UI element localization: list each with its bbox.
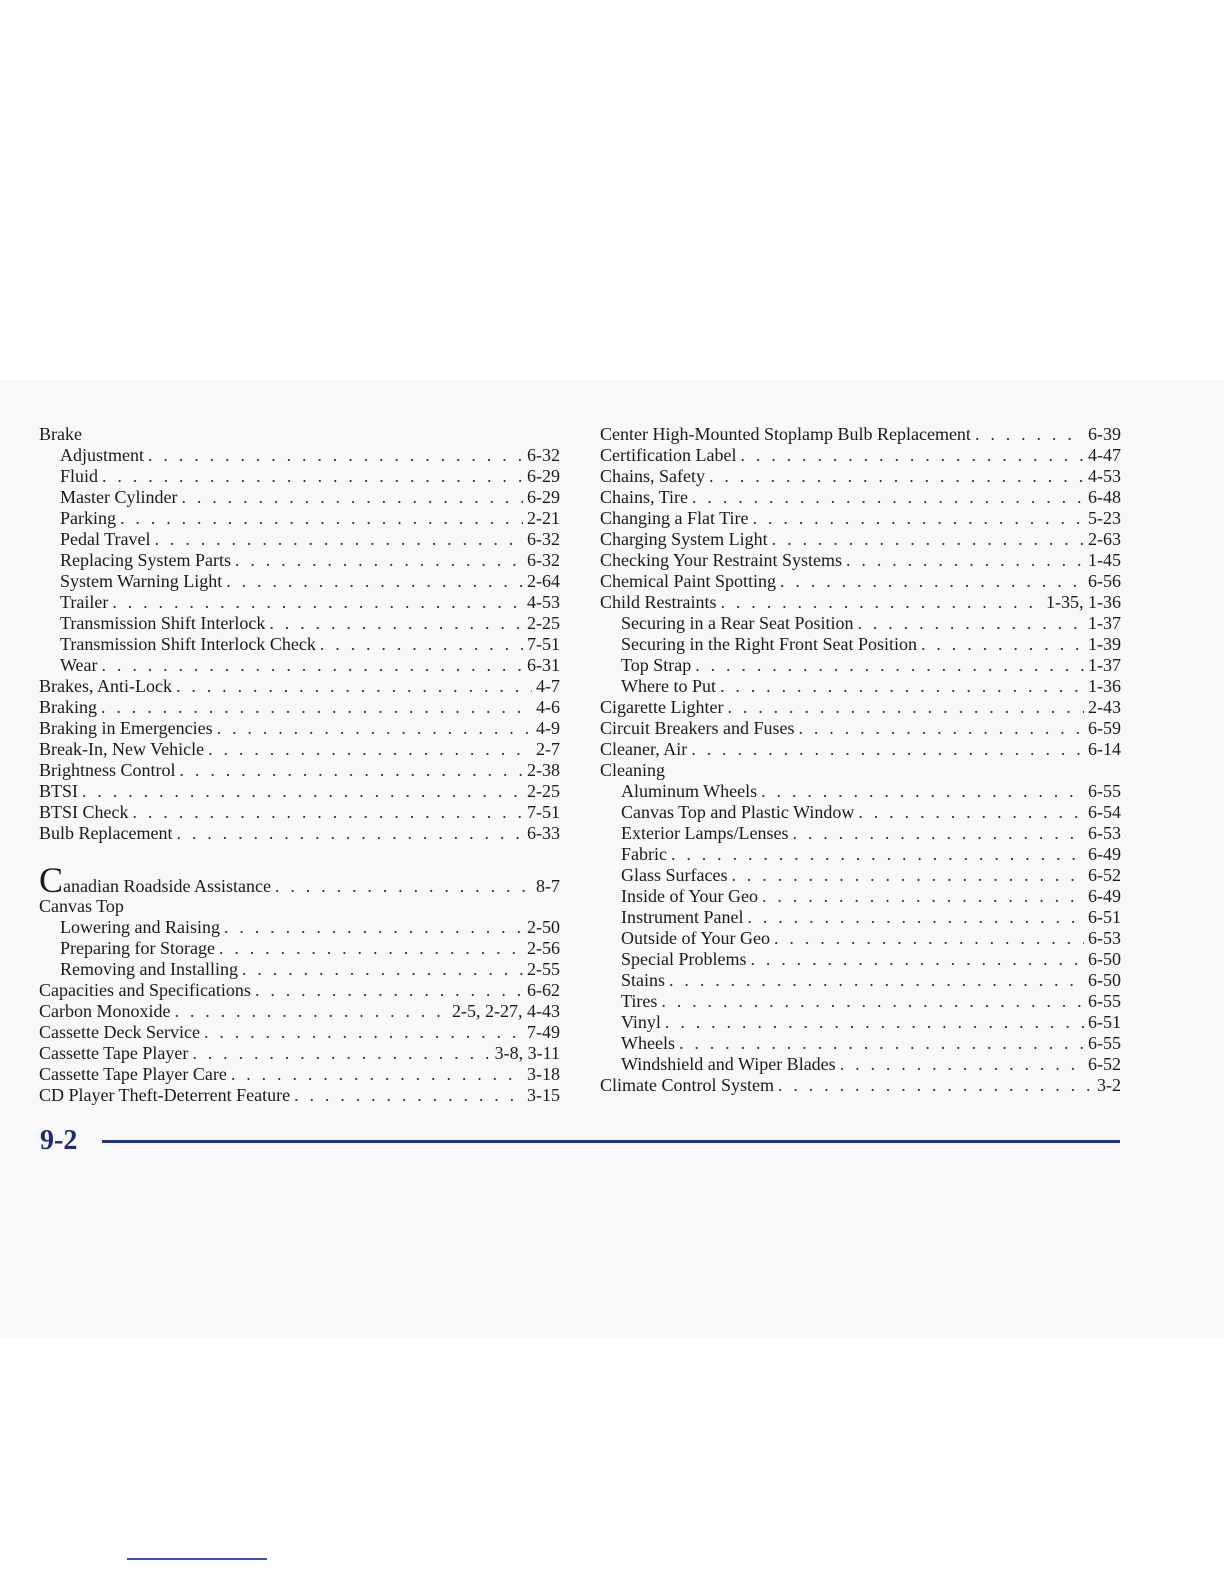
- index-entry[interactable]: [39, 718, 560, 739]
- entry-label: Trailer: [60, 592, 109, 612]
- entry-page-ref: 6-29: [527, 466, 560, 486]
- entry-page-ref: 4-7: [536, 676, 560, 696]
- entry-label: Braking in Emergencies: [39, 718, 213, 738]
- index-subentry[interactable]: [600, 802, 1121, 823]
- index-entry[interactable]: [39, 781, 560, 802]
- entry-page-ref: 1-45: [1088, 550, 1121, 570]
- entry-label: Vinyl: [621, 1012, 661, 1032]
- index-subentry[interactable]: [39, 613, 560, 634]
- entry-label: Pedal Travel: [60, 529, 151, 549]
- index-entry[interactable]: [39, 1001, 560, 1022]
- entry-label: Top Strap: [621, 655, 692, 675]
- entry-label: Center High-Mounted Stoplamp Bulb Replacement: [600, 424, 971, 444]
- entry-label: Cassette Tape Player Care: [39, 1064, 227, 1084]
- entry-page-ref: 6-48: [1088, 487, 1121, 507]
- entry-label: Master Cylinder: [60, 487, 178, 507]
- entry-page-ref: 6-51: [1088, 907, 1121, 927]
- index-subentry[interactable]: [39, 508, 560, 529]
- index-subentry[interactable]: [39, 550, 560, 571]
- index-entry[interactable]: [600, 487, 1121, 508]
- entry-page-ref: 2-7: [536, 739, 560, 759]
- dot-leader: [217, 718, 532, 739]
- entry-page-ref: 4-53: [1088, 466, 1121, 486]
- entry-label: Canvas Top: [39, 896, 124, 916]
- entry-page-ref: 6-55: [1088, 1033, 1121, 1053]
- dot-leader: [921, 634, 1084, 655]
- entry-page-ref: 6-14: [1088, 739, 1121, 759]
- index-entry[interactable]: [600, 1075, 1121, 1096]
- index-column-right: [600, 424, 1121, 1096]
- entry-label: Brakes, Anti-Lock: [39, 676, 172, 696]
- entry-label: Changing a Flat Tire: [600, 508, 749, 528]
- dot-leader: [761, 781, 1084, 802]
- dot-leader: [231, 1064, 523, 1085]
- entry-label: Brightness Control: [39, 760, 176, 780]
- dot-leader: [208, 739, 532, 760]
- entry-page-ref: 6-59: [1088, 718, 1121, 738]
- dot-leader: [669, 970, 1084, 991]
- entry-label: Wear: [60, 655, 98, 675]
- dot-leader: [226, 571, 523, 592]
- index-subentry[interactable]: [39, 592, 560, 613]
- dot-leader: [750, 949, 1084, 970]
- index-subentry[interactable]: [39, 938, 560, 959]
- entry-label: Replacing System Parts: [60, 550, 231, 570]
- entry-label: Parking: [60, 508, 116, 528]
- dot-leader: [772, 529, 1084, 550]
- index-entry[interactable]: [600, 571, 1121, 592]
- entry-page-ref: 6-49: [1088, 886, 1121, 906]
- entry-page-ref: 3-2: [1097, 1075, 1121, 1095]
- index-entry[interactable]: [39, 1043, 560, 1064]
- index-subentry[interactable]: [600, 655, 1121, 676]
- entry-page-ref: 2-25: [527, 613, 560, 633]
- entry-label: Chains, Safety: [600, 466, 705, 486]
- entry-page-ref: 6-56: [1088, 571, 1121, 591]
- index-subentry[interactable]: [39, 655, 560, 676]
- dot-leader: [133, 802, 524, 823]
- index-entry[interactable]: [39, 896, 560, 917]
- dot-leader: [792, 823, 1084, 844]
- entry-label: System Warning Light: [60, 571, 223, 591]
- entry-label: Canvas Top and Plastic Window: [621, 802, 855, 822]
- entry-page-ref: 4-6: [536, 697, 560, 717]
- entry-page-ref: 6-54: [1088, 802, 1121, 822]
- entry-page-ref: 6-39: [1088, 424, 1121, 444]
- dot-leader: [975, 424, 1084, 445]
- index-entry[interactable]: [39, 862, 560, 896]
- entry-page-ref: 6-50: [1088, 949, 1121, 969]
- entry-page-ref: 6-53: [1088, 823, 1121, 843]
- page-number: 9-2: [40, 1125, 78, 1156]
- entry-label: Glass Surfaces: [621, 865, 728, 885]
- entry-page-ref: 6-62: [527, 980, 560, 1000]
- entry-label: Exterior Lamps/Lenses: [621, 823, 789, 843]
- dot-leader: [174, 1001, 448, 1022]
- index-subentry[interactable]: [600, 928, 1121, 949]
- index-column-left: [39, 424, 560, 1106]
- entry-page-ref: 1-37: [1088, 655, 1121, 675]
- dot-leader: [269, 613, 523, 634]
- dot-leader: [120, 508, 523, 529]
- entry-label: Aluminum Wheels: [621, 781, 758, 801]
- entry-page-ref: 2-50: [527, 917, 560, 937]
- entry-label: Securing in the Right Front Seat Position: [621, 634, 917, 654]
- entry-label: Cigarette Lighter: [600, 697, 724, 717]
- entry-label: Cassette Deck Service: [39, 1022, 200, 1042]
- footer-rule: [102, 1140, 1120, 1143]
- entry-page-ref: 5-23: [1088, 508, 1121, 528]
- dot-leader: [731, 865, 1084, 886]
- entry-label: Transmission Shift Interlock: [60, 613, 266, 633]
- dot-leader: [740, 445, 1084, 466]
- entry-page-ref: 6-51: [1088, 1012, 1121, 1032]
- entry-page-ref: 6-55: [1088, 781, 1121, 801]
- dot-leader: [778, 1075, 1093, 1096]
- entry-label: Transmission Shift Interlock Check: [60, 634, 316, 654]
- entry-label: Where to Put: [621, 676, 716, 696]
- index-subentry[interactable]: [39, 529, 560, 550]
- index-entry[interactable]: [600, 739, 1121, 760]
- entry-label: Lowering and Raising: [60, 917, 220, 937]
- index-subentry[interactable]: [600, 970, 1121, 991]
- entry-label: Wheels: [621, 1033, 675, 1053]
- dot-leader: [82, 781, 523, 802]
- index-subentry[interactable]: [600, 991, 1121, 1012]
- dot-leader: [780, 571, 1084, 592]
- index-entry[interactable]: [600, 529, 1121, 550]
- index-subentry[interactable]: [39, 959, 560, 980]
- entry-label: [39, 862, 271, 896]
- drop-cap-letter: C: [39, 862, 64, 896]
- entry-page-ref: 6-32: [527, 550, 560, 570]
- entry-page-ref: 2-55: [527, 959, 560, 979]
- dot-leader: [747, 907, 1084, 928]
- dot-leader: [798, 718, 1084, 739]
- index-entry[interactable]: [39, 760, 560, 781]
- index-entry[interactable]: [39, 1085, 560, 1106]
- index-subentry[interactable]: [39, 571, 560, 592]
- dot-leader: [692, 487, 1084, 508]
- index-subentry[interactable]: [600, 949, 1121, 970]
- index-subentry[interactable]: [39, 634, 560, 655]
- index-entry[interactable]: [39, 823, 560, 844]
- dot-leader: [224, 917, 523, 938]
- entry-page-ref: 2-56: [527, 938, 560, 958]
- entry-label: Stains: [621, 970, 666, 990]
- dot-leader: [753, 508, 1084, 529]
- index-subentry[interactable]: [600, 676, 1121, 697]
- entry-page-ref: 2-38: [527, 760, 560, 780]
- entry-page-ref: 2-43: [1088, 697, 1121, 717]
- entry-page-ref: 6-31: [527, 655, 560, 675]
- index-subentry[interactable]: [600, 613, 1121, 634]
- dot-leader: [840, 1054, 1084, 1075]
- index-entry[interactable]: [600, 760, 1121, 781]
- entry-label: Child Restraints: [600, 592, 717, 612]
- dot-leader: [774, 928, 1084, 949]
- entry-label: Preparing for Storage: [60, 938, 215, 958]
- dot-leader: [661, 991, 1084, 1012]
- entry-page-ref: 1-36: [1088, 676, 1121, 696]
- dot-leader: [102, 466, 523, 487]
- entry-label: Cleaner, Air: [600, 739, 688, 759]
- index-entry[interactable]: [39, 1064, 560, 1085]
- index-entry[interactable]: [39, 1022, 560, 1043]
- entry-label: Fabric: [621, 844, 667, 864]
- entry-label: Instrument Panel: [621, 907, 744, 927]
- dot-leader: [148, 445, 523, 466]
- entry-page-ref: 3-18: [527, 1064, 560, 1084]
- index-subentry[interactable]: [39, 466, 560, 487]
- dot-leader: [679, 1033, 1084, 1054]
- index-entry[interactable]: [600, 697, 1121, 718]
- entry-page-ref: 2-25: [527, 781, 560, 801]
- entry-label: Outside of Your Geo: [621, 928, 771, 948]
- entry-page-ref: 4-9: [536, 718, 560, 738]
- dot-leader: [275, 865, 532, 896]
- dot-leader: [665, 1012, 1084, 1033]
- dot-leader: [294, 1085, 523, 1106]
- dot-leader: [695, 655, 1084, 676]
- index-entry[interactable]: [39, 980, 560, 1001]
- index-subentry[interactable]: [600, 634, 1121, 655]
- entry-page-ref: 6-29: [527, 487, 560, 507]
- dot-leader: [101, 697, 532, 718]
- entry-label: Break-In, New Vehicle: [39, 739, 205, 759]
- entry-page-ref: 1-39: [1088, 634, 1121, 654]
- dot-leader: [857, 613, 1084, 634]
- entry-page-ref: 6-33: [527, 823, 560, 843]
- entry-page-ref: 4-47: [1088, 445, 1121, 465]
- index-entry[interactable]: [39, 697, 560, 718]
- entry-label: Securing in a Rear Seat Position: [621, 613, 854, 633]
- dot-leader: [204, 1022, 523, 1043]
- dot-leader: [255, 980, 523, 1001]
- entry-label: Windshield and Wiper Blades: [621, 1054, 836, 1074]
- entry-page-ref: 6-32: [527, 445, 560, 465]
- entry-label: Circuit Breakers and Fuses: [600, 718, 795, 738]
- index-entry[interactable]: [600, 592, 1121, 613]
- entry-page-ref: 2-63: [1088, 529, 1121, 549]
- entry-label: Brake: [39, 424, 82, 444]
- index-entry[interactable]: [39, 739, 560, 760]
- entry-label: Charging System Light: [600, 529, 768, 549]
- entry-label: Braking: [39, 697, 97, 717]
- dot-leader: [176, 676, 532, 697]
- index-subentry[interactable]: [600, 844, 1121, 865]
- dot-leader: [112, 592, 523, 613]
- dot-leader: [176, 823, 523, 844]
- dot-leader: [858, 802, 1084, 823]
- index-entry[interactable]: [39, 424, 560, 445]
- entry-label: Carbon Monoxide: [39, 1001, 171, 1021]
- entry-label: Certification Label: [600, 445, 737, 465]
- dot-leader: [721, 592, 1043, 613]
- entry-label: Tires: [621, 991, 658, 1011]
- entry-label: Special Problems: [621, 949, 747, 969]
- index-entry[interactable]: [600, 445, 1121, 466]
- dot-leader: [320, 634, 523, 655]
- index-entry[interactable]: [39, 802, 560, 823]
- index-entry[interactable]: [600, 466, 1121, 487]
- index-entry[interactable]: [600, 718, 1121, 739]
- entry-page-ref: 1-37: [1088, 613, 1121, 633]
- entry-page-ref: 7-49: [527, 1022, 560, 1042]
- entry-page-ref: 2-21: [527, 508, 560, 528]
- index-entry[interactable]: [600, 550, 1121, 571]
- entry-label: Adjustment: [60, 445, 144, 465]
- dot-leader: [709, 466, 1084, 487]
- index-subentry[interactable]: [600, 781, 1121, 802]
- entry-page-ref: 2-5, 2-27, 4-43: [452, 1001, 560, 1021]
- dot-leader: [235, 550, 523, 571]
- entry-page-ref: 2-64: [527, 571, 560, 591]
- entry-page-ref: 4-53: [527, 592, 560, 612]
- dot-leader: [102, 655, 523, 676]
- entry-page-ref: 6-52: [1088, 1054, 1121, 1074]
- entry-label: Removing and Installing: [60, 959, 238, 979]
- dot-leader: [181, 487, 523, 508]
- dot-leader: [846, 550, 1084, 571]
- index-subentry[interactable]: [600, 865, 1121, 886]
- index-subentry[interactable]: [600, 1054, 1121, 1075]
- entry-label: Fluid: [60, 466, 99, 486]
- entry-label: Cassette Tape Player: [39, 1043, 189, 1063]
- entry-page-ref: 3-8, 3-11: [494, 1043, 560, 1063]
- index-subentry[interactable]: [39, 917, 560, 938]
- entry-page-ref: 7-51: [527, 634, 560, 654]
- index-subentry[interactable]: [600, 886, 1121, 907]
- entry-label-text: anadian Roadside Assistance: [63, 876, 271, 896]
- index-entry[interactable]: [600, 424, 1121, 445]
- entry-page-ref: 6-53: [1088, 928, 1121, 948]
- entry-page-ref: 6-49: [1088, 844, 1121, 864]
- entry-label: Inside of Your Geo: [621, 886, 758, 906]
- entry-label: BTSI Check: [39, 802, 129, 822]
- index-subentry[interactable]: [600, 1012, 1121, 1033]
- entry-page-ref: 7-51: [527, 802, 560, 822]
- link-underline: [127, 1558, 267, 1560]
- dot-leader: [219, 938, 523, 959]
- dot-leader: [192, 1043, 490, 1064]
- index-entry[interactable]: [600, 508, 1121, 529]
- dot-leader: [671, 844, 1084, 865]
- entry-page-ref: 6-52: [1088, 865, 1121, 885]
- index-subentry[interactable]: [600, 1033, 1121, 1054]
- dot-leader: [691, 739, 1084, 760]
- entry-page-ref: 6-32: [527, 529, 560, 549]
- dot-leader: [155, 529, 523, 550]
- entry-label: BTSI: [39, 781, 79, 801]
- index-subentry[interactable]: [39, 487, 560, 508]
- entry-page-ref: 6-55: [1088, 991, 1121, 1011]
- dot-leader: [720, 676, 1084, 697]
- entry-label: Checking Your Restraint Systems: [600, 550, 843, 570]
- entry-label: Chains, Tire: [600, 487, 689, 507]
- entry-page-ref: 3-15: [527, 1085, 560, 1105]
- dot-leader: [242, 959, 523, 980]
- entry-label: Climate Control System: [600, 1075, 774, 1095]
- dot-leader: [762, 886, 1084, 907]
- dot-leader: [180, 760, 523, 781]
- index-subentry[interactable]: [39, 445, 560, 466]
- index-subentry[interactable]: [600, 823, 1121, 844]
- entry-label: Cleaning: [600, 760, 665, 780]
- index-entry[interactable]: [39, 676, 560, 697]
- entry-label: Chemical Paint Spotting: [600, 571, 776, 591]
- entry-page-ref: 6-50: [1088, 970, 1121, 990]
- entry-label: Bulb Replacement: [39, 823, 173, 843]
- dot-leader: [727, 697, 1084, 718]
- entry-label: Capacities and Specifications: [39, 980, 251, 1000]
- entry-page-ref: 8-7: [536, 876, 560, 896]
- index-subentry[interactable]: [600, 907, 1121, 928]
- entry-page-ref: 1-35, 1-36: [1046, 592, 1121, 612]
- entry-label: CD Player Theft-Deterrent Feature: [39, 1085, 291, 1105]
